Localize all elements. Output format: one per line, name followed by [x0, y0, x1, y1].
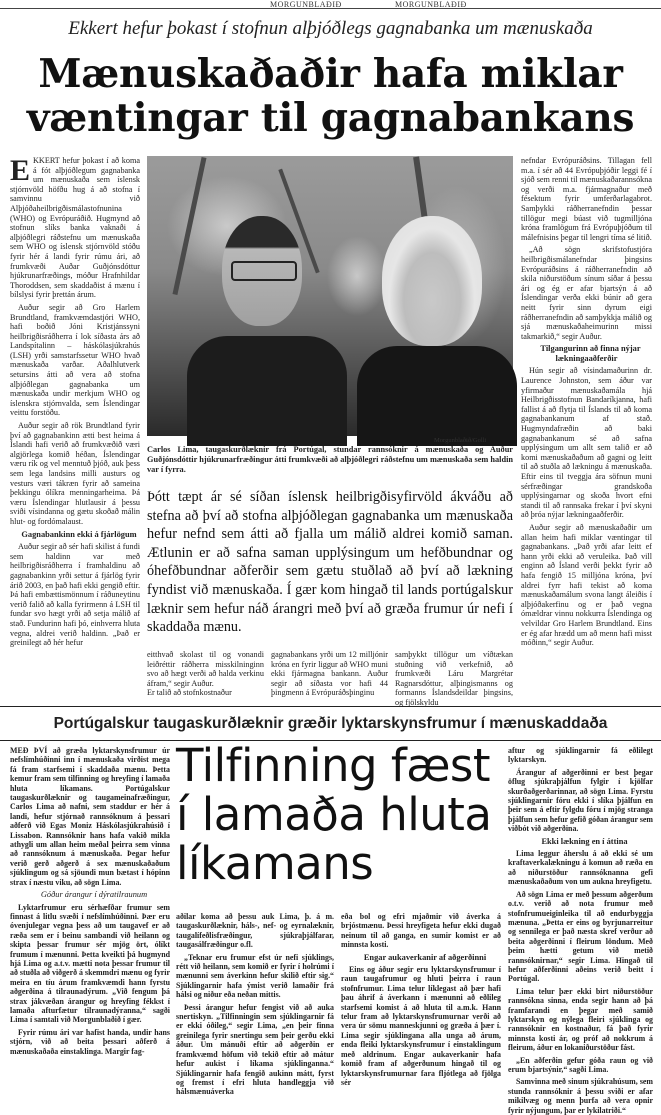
masthead-right: MORGUNBLAÐIÐ — [395, 0, 467, 9]
article2-column-3 — [341, 912, 501, 1087]
person-man — [187, 336, 347, 446]
col4-paragraph-1: nefndar Evrópuráðsins. Tillagan fell m.a. í sér að 44 Evrópuþjóðir leggi fé í sjóð sem renni til mænuskaðarannsókna og verði m.a. fjármagnaður með fésektum fyrir umferðarlagabrot. Samþykki ráðherranefndin þessar tillögur megi búast við tugmilljóna króna framlögum frá Evrópuþjóðum til málefnisins þegar til lengri tíma sé litið. — [521, 156, 652, 242]
a2-left-paragraph-3: Fyrir rúmu ári var hafist handa, undir hans stjórn, við að beita þessari aðferð á mænuskaðaða einstaklinga. Margir fag- — [10, 1027, 170, 1056]
col1-paragraph-4: Auður segir að sér hafi skilist á fundi sem haldinn var með heilbrigðisráðherra í framhaldinu að gagnabankinn yrði settur á fjárlög fyrir árið 2003, en það hafi ekki gengið eftir. Þá hafi embættismönnum í ráðuneytinu verið falið að kalla fyrirmenn á LSH til fundar svo hægt yrði að setja málið af stað. Fundurinn hafi þó, einhverra hluta vegna, aldrei verið haldinn. „Það er greinilegt að hér hefur — [10, 542, 140, 648]
masthead-strip — [0, 0, 661, 9]
article1-column-1 — [10, 156, 140, 701]
a2-c4-paragraph-5: Lima telur þær ekki birt niðurstöður rannsókna sinna, enda segir hann að þá framfarandi en þegar með samið lyktarskyn og nýlega fleiri sjúklinga og rannsóknir en kostnaður, fá það fyrir minnsta kosti ár, og próf að nokkrum á fleirum, áður en lokaniðurstöður fást. — [508, 986, 653, 1053]
a2-c4-paragraph-6: „En aðferðin gefur góða raun og við erum bjartsýnir,“ sagði Lima. — [508, 1055, 653, 1074]
a2-left-subheading: Góður árangur í dýratilraunum — [40, 890, 148, 900]
a2-left-paragraph-2: Lyktarfrumur eru sérhæfðar frumur sem finnast á litlu svæði í nefslímhúðinni. Þær eru óvenjulegar vegna þess að um taugavef er að ræða sem er í beinu sambandi við heilann og skipta þessar frumur sér mjög ört, ólíkt frumum í mænunni. Þetta kveikti þá hugmynd hjá Lima og a.t.v. mætti nota þessar frumur til að stuðla að viðgerð á skemmdri mænu og fyrir meira en tíu árum framkvæmdi hann fyrstu aðgerðina á tilraunadýrum. „Við fengum þá strax jákvæðan árangur og hreyfing fékkst í lamaða afturfætur tilraunadýranna,“ sagði Lima í samtali við Morgunblaðið í gær. — [10, 902, 170, 1025]
person-woman — [357, 346, 517, 446]
a2-c2-paragraph-3: Þessi árangur hefur fengist við að auka snertiskyn. „Tilfinningin sem sjúklingarnir fá er ekki óðileg,“ segir Lima, „en þeir finna greinilega fyrir snertingu sem þeir gerðu ekki áður. Um mánuði eftir að aðgerðin er framkvæmd höfum við tekið eftir að mátur hefur aukist í líkama sjúklinganna.“ Sjúklingarnir hafa fengið aukinn mátt, fyrst og fremst í efri hluta handleggja við hálsmænuáverka — [176, 1002, 334, 1097]
dropcap: E — [10, 154, 31, 187]
article1-kicker: Ekkert hefur þokast í stofnun alþjóðlegs gagnabanka um mænuskaða — [68, 18, 593, 39]
a2-c4-paragraph-1: aftur og sjúklingarnir fá eðlilegt lyktarskyn. — [508, 746, 653, 765]
a2-c4-paragraph-7: Samvinna með sinum sjúkrahúsum, sem stunda rannsóknir á þessu sviði er afar mikilvæg og menn þurfa að vera opnir fyrir nýjungum, þar er lykilatriði.“ — [508, 1077, 653, 1115]
masthead-left: MORGUNBLAÐIÐ — [270, 0, 342, 9]
article2-column-2 — [176, 912, 334, 1097]
col1-paragraph-2: Auður segir að Gro Harlem Brundtland, framkvæmdastjóri WHO, hafi boðið Jóni Kristjánssyni heilbrigðisráðherra í lok síðasta árs að Landspítalinn – háskólasjúkrahús (LSH) yrði samstarfssetur WHO hvað mænuskaða varðar. Aðalhlutverk setursins átti að vera að stofna alþjóðlegan gagnabanka um mænuskaða undir merkjum WHO og íslenskra stjórnvalda, sem Íslendingar veittu forstöðu. — [10, 302, 140, 418]
article1-mid-column-1 — [147, 650, 264, 702]
a2-c3-subheading: Engar aukaverkanir af aðgerðinni — [363, 952, 487, 962]
article1-mid-column-3 — [395, 650, 513, 707]
a2-c3-paragraph-1: eða bol og efri mjaðmir við áverka á brjóstmænu. Þessi hreyfigeta hefur ekki dugað neinum til að ganga, en sumir komist er að minnsta kosti. — [341, 912, 501, 950]
photo-credit: Morgunblaðið/Golli — [434, 437, 487, 444]
mid-col2-text: gagnabankans yrði um 12 milljónir króna en fyrir liggur að WHO muni ekki fjármagna bankann. Auður segir að síðasta vor hafi 44 þingmenn á Evrópuráðsþinginu — [271, 650, 388, 698]
col1-subheading: Gagnabankinn ekki á fjárlögum — [21, 529, 137, 539]
article1-headline: Mænuskaðaðir hafa miklar væntingar til gagnabankans — [26, 51, 635, 141]
article2-kicker: Portúgalskur taugaskurðlæknir græðir lyktarskynsfrumur í mænuskaddaða — [53, 715, 608, 732]
a2-c2-paragraph-2: „Teknar eru frumur efst úr nefi sjúklings, rétt við heilann, sem komið er fyrir í holrúmi í mænunni sem áverkinn hefur skilið eftir sig.“ Sjúklingarnir hafa ýmist verið lamaðir frá hálsi og niður eða neðan mittis. — [176, 952, 334, 1000]
article1-photo — [147, 156, 513, 436]
photo-caption: Carlos Lima, taugaskurðlæknir frá Portúgal, stundar rannsóknir á mænuskaða og Auður Guðjónsdóttir hjúkrunarfræðingur átti frumkvæði að alþjóðlegri ráðstefnu um mænuskaða sem haldin var í fyrra. — [147, 445, 513, 474]
col4-paragraph-3: Hún segir að vísindamaðurinn dr. Laurence Johnston, sem áður var yfirmaður mænuskaðamála hjá Heilbrigðisstofnun Bandaríkjanna, hafi fallist á að flytja til Íslands til að koma gagnabankanum af stað. Hugmyndafræðin að baki gagnabankanum sé að safna upplýsingum um allt sem talið er að komi mænuskaðaðum að gagni og leitt til að stuðla að lækningu á mænuskaða. Eftir eins til tveggja ára söfnun muni sérfræðingar grandskoða upplýsingarnar og skoða hvort efni standi til að rannsaka frekar í því skyni að þróa nýjar lækningaaðferðir. — [521, 366, 652, 520]
col4-paragraph-4: Auður segir að mænuskaðaðir um allan heim hafi miklar væntingar til gagnabankans. „Það yrði afar leitt ef hann yrði ekki að veruleika. Það vill enginn að Ísland verði þekkt fyrir að hafa fengið 15 milljóna króna, því aldrei fyrr hafi tekist að koma mænuskaðamálum svona langt áleiðis í alþjóðakerfinu og er það vegna ómældrar vinnu nokkurra Íslendinga og velvildar Gro Harlem Brundtland. Eins er ég afar hrædd um að menn hafi misst móðinn,“ segir Auður. — [521, 522, 652, 648]
a2-c4-paragraph-4: Að sögn Lima er með þessum aðgerðum o.t.v. verið að nota frumur með stofnfrumueiginleika til að endurbyggja mænuna. „Þetta er eins og byrjunarreitur og sennilega er það næsta skref verður að beita aðgerðinni í fleirum löndum. Með þeim hætti getum við metið rannsóknirnar,“ segir Lima. Hingað til hefur aðferðinni aðeins verið beitt í Portúgal. — [508, 889, 653, 984]
article1-pullquote: Þótt tæpt ár sé síðan íslensk heilbrigðisyfirvöld ákváðu að stefna að því að stofna alþjóðlegan gagnabanka um mænuskaða hefur nefnd sem átti að fjalla um málið aldrei komið saman. Ætlunin er að safna saman upplýsingum um hefðbundnar og óhefðbundnar aðferðir sem gætu stuðlað að því að lækning fyndist við mænuskaða. Í gær kom hingað til lands portúgalskur læknir sem hefur náð árangri með því að græða frumur úr nefi í skaddaða mænu. — [147, 489, 513, 636]
article1-mid-column-2 — [271, 650, 388, 702]
section-divider — [0, 706, 661, 707]
article1-column-4 — [521, 156, 652, 701]
a2-c4-paragraph-3: Lima leggur áherslu á að ekki sé um kraftaverkalækningu á komun að ræða en að niðurstöður rannsóknanna gefi mænuskaðaðum von um aukna hreyfigetu. — [508, 849, 653, 887]
mid-col3-text: samþykkt tillögur um víðtækan stuðning við verkefnið, að frumkvæði Láru Margrétar Ragnarsdóttur, alþingismanns og formanns Íslandsdeildar þingsins, og fjölskyldu — [395, 650, 513, 707]
a2-c2-paragraph-1: aðilar koma að þessu auk Lima, þ. á m. taugaskurðlæknir, háls-, nef- og eyrnalæknir, taugalífeðlisfræðingur, sjúkraþjálfarar, taugasálfræðingur o.fl. — [176, 912, 334, 950]
article2-headline: Tilfinning fæst í lamaða hluta líkamans — [176, 739, 492, 890]
a2-c4-subheading: Ekki lækning en í áttina — [541, 836, 628, 846]
article2-column-1 — [10, 746, 170, 1056]
col4-subheading: Tilgangurinn að finna nýjar lækningaaðferðir — [540, 344, 641, 363]
a2-c4-paragraph-2: Árangur af aðgerðinni er best þegar öflug sjúkraþjálfun fylgir í kjölfar skurðaðgerðarinnar, að sögn Lima. Fyrstu sjúklingarnir fóru ekki í slíka þjálfun en þeir sem á eftir fylgdu fóru í mjög stranga þjálfun sem hefur gefið góðan árangur sem viðbót við aðgerðina. — [508, 767, 653, 834]
a2-lead: MEÐ ÞVÍ að græða lyktarskynsfrumur úr nefslímhúðinni inn í mænuskaða virðist mega fá fram starfsemi í skaddaða mænu. Þetta kemur fram sem tilfinning og hreyfing í lamaða hluta líkamans. Portúgalskur taugaskurðlæknir og taugameinafræðingur, Carlos Lima að nafni, sem staddur er hér á landi, hefur stjórnað rannsóknum á þessari aðferð við Egas Moniz Háskólasjúkrahúsið í Lissabon. Rannsóknir hans hafa vakið mikla athygli um allan heim meðal þeirra sem vinna að rannsóknum á mænuskaða. Þegar hefur verið gerð aðgerð á sex mænuskaðaðum sjúklingum og sá sjöundi mun bætast í hópinn strax í næstu viku, að sögn Lima. — [10, 746, 170, 887]
col1-paragraph-1: KKERT hefur þokast í að koma á fót alþjóðlegum gagnabanka um mænuskaða sem íslensk stjórnvöld höfðu hug á að stofna í samvinnu við Alþjóðaheilbrigðismálastofnunina (WHO) og Evrópuráðið. Hugmynd að stofnun slíks banka vaknaði á alþjóðlegri ráðstefnu um mænuskaða sem WHO og íslensk stjórnvöld stóðu fyrir hér á landi fyrir rúmu ári, að frumkvæði Auðar Guðjónsdóttur hjúkrunarfræðings, móður Hrafnhildar Thoroddsen, sem skaddaðist á mænu í bílslysi fyrir þrettán árum. — [10, 156, 140, 300]
col4-paragraph-2: „Að sögn skrifstofustjóra heilbrigðismálanefndar þingsins Evrópuráðsins á ráðherranefndin að skila niðurstöðum sínum síðar á þessu ári og ég er afar bjartsýn á að Íslendingar verða ekki búnir að gera neitt fyrir sinn dyrum eigi ráðherranefndin að samþykkja málið og sjá mænuskaðaheimurinn missi takmarkið,“ segir Auður. — [521, 245, 652, 341]
a2-c3-paragraph-2: Eins og áður segir eru lyktarskynsfrumur í raun taugafrumur og hluti þeirra í raun stofnfrumur. Lima telur líklegast að þær hafi þau áhrif á áverkann í mænunni að eðlileg starfsemi komist á að hluta til a.m.k. Hann telur fram að lyktarskynsfrumurnar verði að vera úr sömu manneskjunni og græða á þær í. Lima segir sjúklingana alla unga að árum, enda fleiki lyktarskynsfrumur í einstaklingum með aldrinum. Engar aukaverkanir hafa komið fram af aðgerðunum hingað til og lyktarskynsfrumurnar fara fljótlega að fjölga sér — [341, 965, 501, 1087]
article2-column-4 — [508, 746, 653, 1115]
col1-paragraph-3: Auður segir að rök Brundtland fyrir því að gagnabankinn ætti best heima á Íslandi hafi verið að frumkvæðið væri algjörlega komið héðan, Íslendingar væru rík og vel menntuð þjóð, auk þess sem lega landsins milli austurs og vesturs væri tákræn fyrir að sameina þekkingu ólíkra menningarheima. Þá væru Íslendingar hlutlausir á þessu sviði vísindanna og gætu skoðað málin hlut- og fordómalaust. — [10, 421, 140, 526]
mid-col1-text: eitthvað skolast til og vonandi leiðréttir ráðherra misskilninginn svo að hægt verði að halda verkinu áfram,“ segir Auður. Er talið að stofnkostnaður — [147, 650, 264, 698]
